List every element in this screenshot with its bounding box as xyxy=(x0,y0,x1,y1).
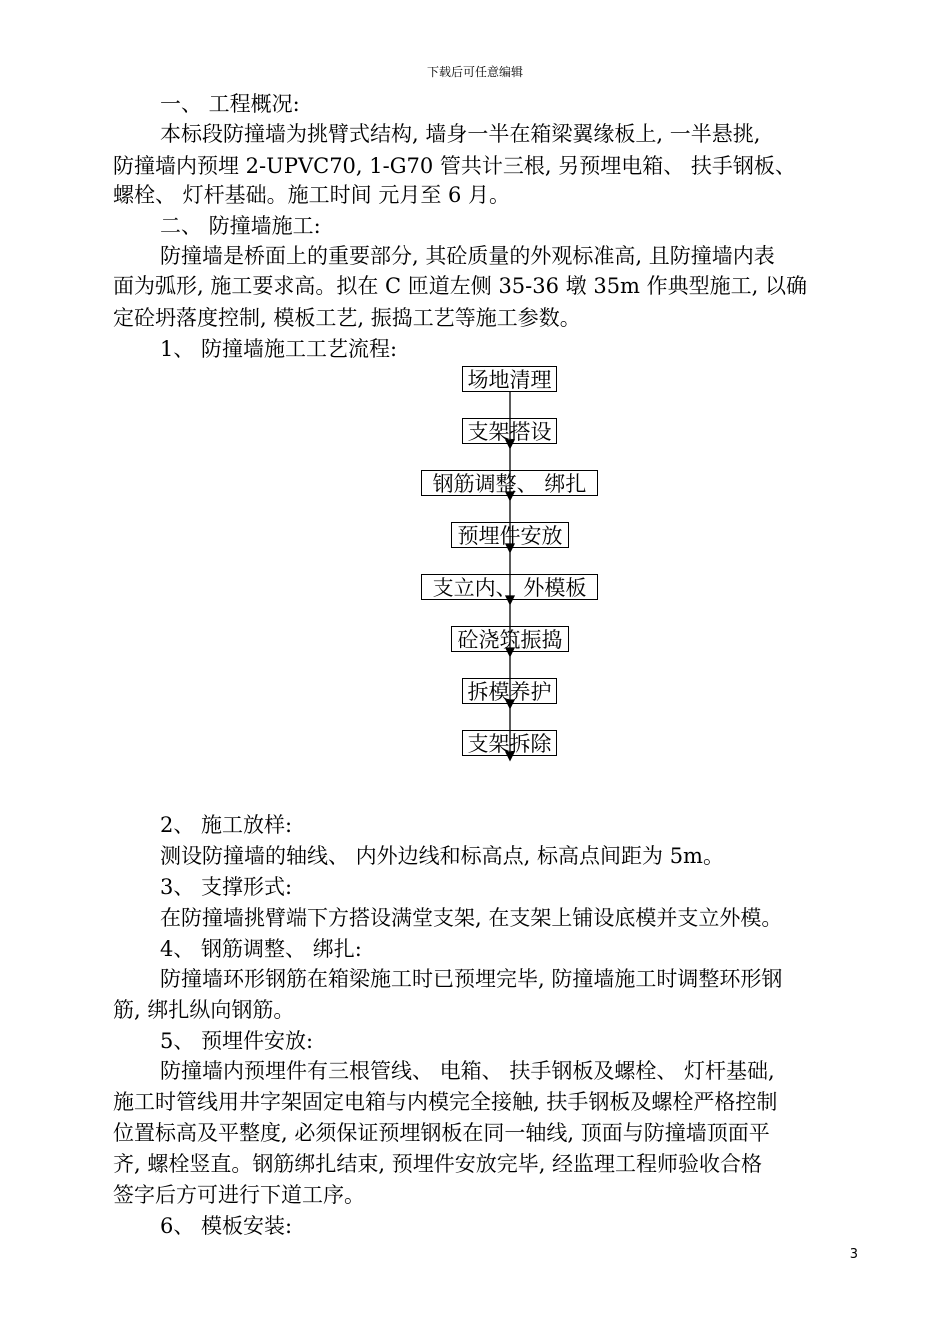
flow-step-concrete-pouring: 砼浇筑振捣 xyxy=(451,626,569,652)
paragraph-line: 面为弧形, 施工要求高。拟在 C 匝道左侧 35-36 墩 35m 作典型施工, 以确 xyxy=(113,274,807,298)
item-heading-setting-out: 2、 施工放样: xyxy=(160,813,293,837)
paragraph-line: 防撞墙内预埋 2-UPVC70, 1-G70 管共计三根, 另预埋电箱、 扶手钢板、 xyxy=(113,154,796,178)
paragraph-line: 齐, 螺栓竖直。钢筋绑扎结束, 预埋件安放完毕, 经监理工程师验收合格 xyxy=(113,1152,763,1176)
item-heading-embedded-parts: 5、 预埋件安放: xyxy=(160,1029,314,1053)
paragraph-line: 本标段防撞墙为挑臂式结构, 墙身一半在箱梁翼缘板上, 一半悬挑, xyxy=(160,122,761,146)
item-heading-support: 3、 支撑形式: xyxy=(160,875,293,899)
paragraph-line: 防撞墙是桥面上的重要部分, 其砼质量的外观标准高, 且防撞墙内表 xyxy=(160,244,775,268)
paragraph-line: 签字后方可进行下道工序。 xyxy=(113,1183,365,1207)
item-heading-rebar: 4、 钢筋调整、 绑扎: xyxy=(160,937,362,961)
item-heading-process-flow: 1、 防撞墙施工工艺流程: xyxy=(160,337,398,361)
flow-step-rebar-adjust-tie: 钢筋调整、 绑扎 xyxy=(421,470,598,496)
flow-step-site-clearing: 场地清理 xyxy=(462,366,557,392)
paragraph-line: 筋, 绑扎纵向钢筋。 xyxy=(113,998,295,1022)
item-heading-formwork-install: 6、 模板安装: xyxy=(160,1214,293,1238)
paragraph-line: 测设防撞墙的轴线、 内外边线和标高点, 标高点间距为 5m。 xyxy=(160,844,724,868)
flow-step-embedded-parts: 预埋件安放 xyxy=(451,522,569,548)
paragraph-line: 螺栓、 灯杆基础。施工时间 元月至 6 月。 xyxy=(113,183,511,207)
paragraph-line: 防撞墙内预埋件有三根管线、 电箱、 扶手钢板及螺栓、 灯杆基础, xyxy=(160,1059,775,1083)
page-header: 下载后可任意编辑 xyxy=(426,65,523,79)
page-number: 3 xyxy=(849,1247,858,1262)
flow-step-formwork: 支立内、 外模板 xyxy=(421,574,598,600)
flow-step-scaffold-removal: 支架拆除 xyxy=(462,730,557,756)
paragraph-line: 在防撞墙挑臂端下方搭设满堂支架, 在支架上铺设底模并支立外模。 xyxy=(160,906,783,930)
paragraph-line: 定砼坍落度控制, 模板工艺, 振捣工艺等施工参数。 xyxy=(113,306,581,330)
flow-step-scaffold-erection: 支架搭设 xyxy=(462,418,557,444)
paragraph-line: 施工时管线用井字架固定电箱与内模完全接触, 扶手钢板及螺栓严格控制 xyxy=(113,1090,778,1114)
section-heading-overview: 一、 工程概况: xyxy=(160,92,300,116)
flow-step-demold-curing: 拆模养护 xyxy=(462,678,557,704)
paragraph-line: 位置标高及平整度, 必须保证预埋钢板在同一轴线, 顶面与防撞墙顶面平 xyxy=(113,1121,770,1145)
paragraph-line: 防撞墙环形钢筋在箱梁施工时已预埋完毕, 防撞墙施工时调整环形钢 xyxy=(160,967,783,991)
section-heading-construction: 二、 防撞墙施工: xyxy=(160,214,321,238)
